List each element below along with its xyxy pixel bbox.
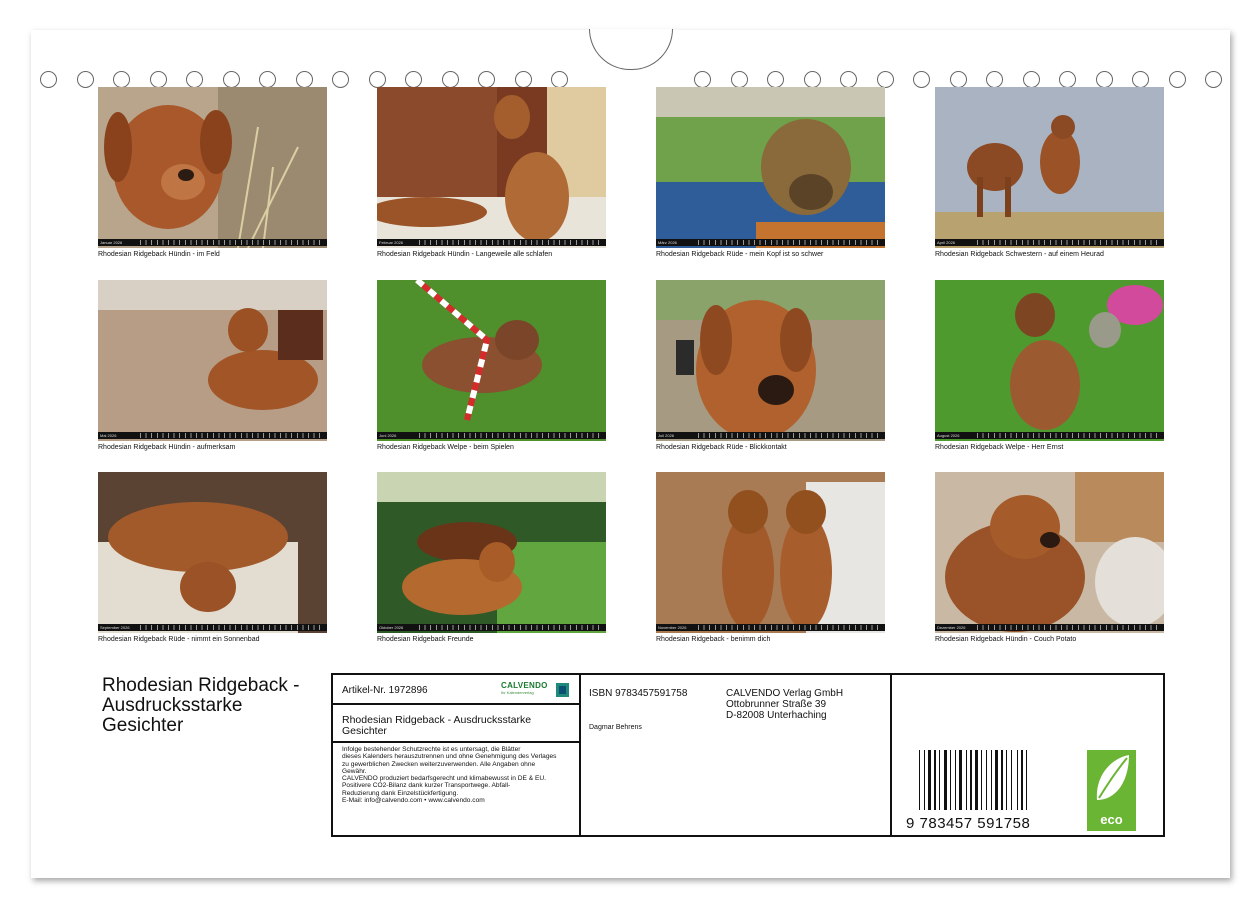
photo-caption: Rhodesian Ridgeback Schwestern - auf einem Heurad: [935, 251, 1104, 258]
month-thumbnail-august: [935, 280, 1164, 451]
isbn: ISBN 9783457591758: [589, 688, 688, 699]
hanger-notch: [589, 29, 673, 70]
publisher-address: CALVENDO Verlag GmbH Ottobrunner Straße 39 D-82008 Unterhaching: [726, 688, 844, 721]
info-column-publisher: [579, 675, 892, 835]
photo-caption: Rhodesian Ridgeback Hündin - im Feld: [98, 251, 220, 258]
binding-hole: [478, 71, 495, 88]
binding-hole: [913, 71, 930, 88]
month-label: Dezember 2026: [937, 625, 966, 630]
dog-photo-juni: [377, 280, 606, 441]
binding-hole: [332, 71, 349, 88]
binding-hole: [296, 71, 313, 88]
title-line: Rhodesian Ridgeback -: [102, 675, 300, 696]
binding-hole: [1096, 71, 1113, 88]
calendar-title: [102, 676, 300, 736]
dog-photo-april: [935, 87, 1164, 248]
binding-hole: [1169, 71, 1186, 88]
month-thumbnail-april: [935, 87, 1164, 258]
photo-caption: Rhodesian Ridgeback Welpe - beim Spielen: [377, 444, 514, 451]
binding-hole: [877, 71, 894, 88]
dog-photo-dezember: [935, 472, 1164, 633]
month-label: Juli 2026: [658, 433, 675, 438]
binding-hole: [405, 71, 422, 88]
binding-hole: [840, 71, 857, 88]
month-label: Februar 2026: [379, 240, 404, 245]
binding-hole: [767, 71, 784, 88]
dog-photo-august: [935, 280, 1164, 441]
publisher-info-box: [331, 673, 1165, 837]
isbn-barcode: [919, 750, 1047, 810]
binding-hole: [113, 71, 130, 88]
month-thumbnail-november: [656, 472, 885, 643]
dog-photo-februar: [377, 87, 606, 248]
month-thumbnail-januar: [98, 87, 327, 258]
month-label: April 2026: [937, 240, 956, 245]
author-name: Dagmar Behrens: [589, 724, 642, 731]
dog-photo-juli: [656, 280, 885, 441]
binding-hole: [551, 71, 568, 88]
binding-hole: [986, 71, 1003, 88]
month-thumbnail-februar: [377, 87, 606, 258]
month-label: Januar 2026: [100, 240, 123, 245]
article-number: Artikel-Nr. 1972896: [342, 685, 428, 696]
dog-photo-januar: [98, 87, 327, 248]
title-line: Ausdrucksstarke: [102, 695, 243, 716]
binding-hole: [40, 71, 57, 88]
binding-hole: [1205, 71, 1222, 88]
month-label: September 2026: [100, 625, 130, 630]
binding-hole: [950, 71, 967, 88]
month-thumbnail-oktober: [377, 472, 606, 643]
photo-caption: Rhodesian Ridgeback - benimm dich: [656, 636, 771, 643]
binding-hole: [1023, 71, 1040, 88]
binding-hole: [694, 71, 711, 88]
binding-hole: [223, 71, 240, 88]
calvendo-logo: CALVENDO Ihr Kalenderverlag: [501, 681, 569, 699]
photo-caption: Rhodesian Ridgeback Rüde - Blickkontakt: [656, 444, 787, 451]
dog-photo-maerz: [656, 87, 885, 248]
month-label: August 2026: [937, 433, 960, 438]
binding-hole: [1132, 71, 1149, 88]
month-label: Oktober 2026: [379, 625, 404, 630]
binding-hole: [186, 71, 203, 88]
photo-caption: Rhodesian Ridgeback Rüde - nimmt ein Sonnenbad: [98, 636, 260, 643]
month-label: Mai 2026: [100, 433, 117, 438]
info-column-product: [333, 675, 581, 835]
binding-hole: [442, 71, 459, 88]
info-column-barcode: [890, 675, 1163, 835]
photo-caption: Rhodesian Ridgeback Hündin - Langeweile alle schlafen: [377, 251, 553, 258]
binding-hole: [731, 71, 748, 88]
binding-hole: [150, 71, 167, 88]
dog-photo-mai: [98, 280, 327, 441]
month-thumbnail-mai: [98, 280, 327, 451]
month-label: November 2026: [658, 625, 687, 630]
month-thumbnail-juli: [656, 280, 885, 451]
binding-hole: [369, 71, 386, 88]
month-thumbnail-september: [98, 472, 327, 643]
photo-caption: Rhodesian Ridgeback Welpe - Herr Ernst: [935, 444, 1064, 451]
title-line: Gesichter: [102, 715, 184, 736]
dog-photo-oktober: [377, 472, 606, 633]
binding-hole: [1059, 71, 1076, 88]
dog-photo-november: [656, 472, 885, 633]
month-label: März 2026: [658, 240, 677, 245]
barcode-number: 9 783457 591758: [906, 815, 1031, 832]
photo-caption: Rhodesian Ridgeback Hündin - aufmerksam: [98, 444, 236, 451]
dog-photo-september: [98, 472, 327, 633]
product-title: Rhodesian Ridgeback - Ausdrucksstarke Gesichter: [342, 714, 532, 737]
binding-hole: [804, 71, 821, 88]
month-thumbnail-maerz: [656, 87, 885, 258]
photo-caption: Rhodesian Ridgeback Hündin - Couch Potato: [935, 636, 1077, 643]
photo-caption: Rhodesian Ridgeback Rüde - mein Kopf ist so schwer: [656, 251, 824, 258]
legal-notice: Infolge bestehender Schutzrechte ist es untersagt, die Blätter dieses Kalenders herauszutrennen und ohne Genehmigung des Verlages zu gewerblichen Zwecken weiterzuverwenden. Alle Angaben ohne Gewähr. CALVENDO produziert bedarfsgerecht und klimabewusst in DE & EU. Positivere CO2-Bilanz dank kurzer Transportwege. Abfall- Reduzierung dank Einzelstückfertigung. E-Mail: info@calvendo.com • www.calvendo.com: [342, 746, 557, 805]
binding-hole: [77, 71, 94, 88]
eco-leaf-icon: eco: [1087, 750, 1136, 831]
binding-hole: [259, 71, 276, 88]
binding-hole: [515, 71, 532, 88]
month-thumbnail-dezember: [935, 472, 1164, 643]
month-thumbnail-juni: [377, 280, 606, 451]
month-label: Juni 2026: [379, 433, 397, 438]
photo-caption: Rhodesian Ridgeback Freunde: [377, 636, 474, 643]
